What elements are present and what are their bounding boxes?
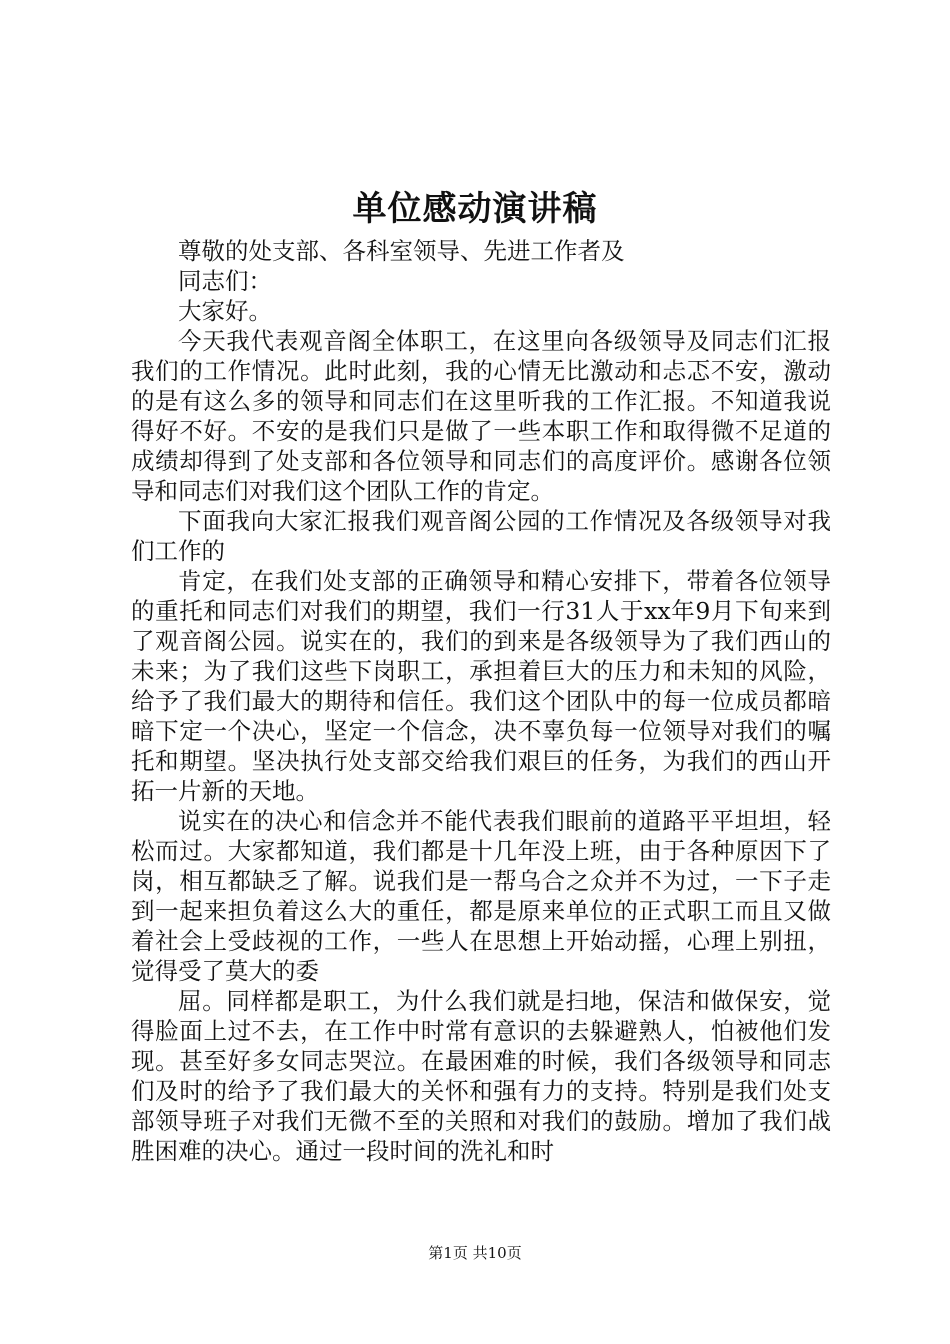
paragraph: 今天我代表观音阁全体职工，在这里向各级领导及同志们汇报我们的工作情况。此时此刻，我的心情无比激动和忐忑不安，激动的是有这么多的领导和同志们在这里听我的工作汇报。不知道我说得好不好。不安的是我们只是做了一些本职工作和取得微不足道的成绩却得到了处支部和各位领导和同志们的高度评价。感谢各位领导和同志们对我们这个团队工作的肯定。 xyxy=(131,327,831,505)
paragraph: 说实在的决心和信念并不能代表我们眼前的道路平平坦坦，轻松而过。大家都知道，我们都是十几年没上班，由于各种原因下了岗，相互都缺乏了解。说我们是一帮乌合之众并不为过，一下子走到一起来担负着这么大的重任，都是原来单位的正式职工而且又做着社会上受歧视的工作，一些人在思想上开始动摇，心理上别扭，觉得受了莫大的委 xyxy=(131,807,831,985)
document-title: 单位感动演讲稿 xyxy=(352,189,598,229)
document-body xyxy=(131,236,831,1166)
paragraph-greeting: 大家好。 xyxy=(178,297,272,325)
paragraph: 屈。同样都是职工，为什么我们就是扫地，保洁和做保安，觉得脸面上过不去，在工作中时常有意识的去躲避熟人，怕被他们发现。甚至好多女同志哭泣。在最困难的时候，我们各级领导和同志们及时的给予了我们最大的关怀和强有力的支持。特别是我们处支部领导班子对我们无微不至的关照和对我们的鼓励。增加了我们战胜困难的决心。通过一段时间的洗礼和时 xyxy=(131,987,831,1165)
paragraph-comrades: 同志们： xyxy=(178,267,272,295)
paragraph: 下面我向大家汇报我们观音阁公园的工作情况及各级领导对我们工作的 xyxy=(131,507,831,565)
page-footer: 第1页 共10页 xyxy=(428,1244,522,1262)
paragraph: 肯定，在我们处支部的正确领导和精心安排下，带着各位领导的重托和同志们对我们的期望，我们一行31人于xx年9月下旬来到了观音阁公园。说实在的，我们的到来是各级领导为了我们西山的未来；为了我们这些下岗职工，承担着巨大的压力和未知的风险，给予了我们最大的期待和信任。我们这个团队中的每一位成员都暗暗下定一个决心，坚定一个信念，决不辜负每一位领导对我们的嘱托和期望。坚决执行处支部交给我们艰巨的任务，为我们的西山开拓一片新的天地。 xyxy=(131,567,831,805)
paragraph-salutation: 尊敬的处支部、各科室领导、先进工作者及 xyxy=(178,237,625,265)
